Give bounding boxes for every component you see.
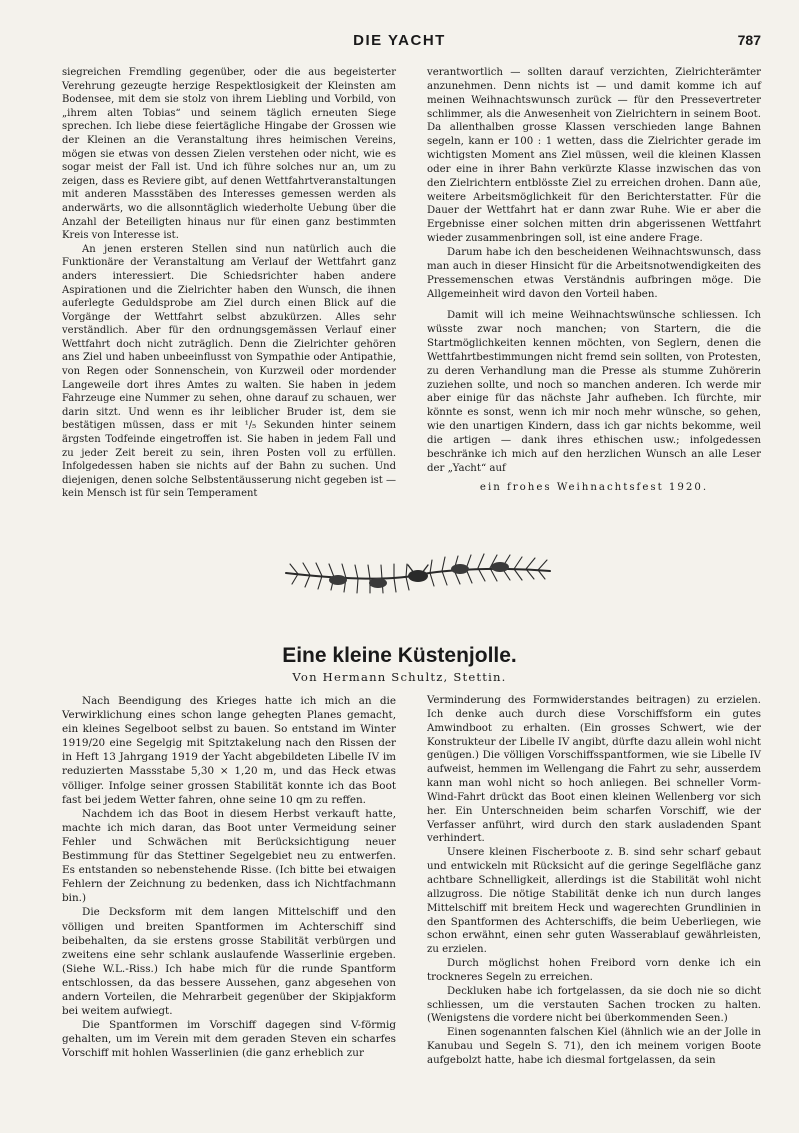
journal-title: DIE YACHT <box>353 32 446 49</box>
article-byline: Von Hermann Schultz, Stettin. <box>292 670 507 684</box>
paragraph: Damit will ich meine Weihnachtswünsche schliessen. Ich wüsste zwar noch manchen; von Startern, die die Startmöglichkeiten kennen möchten, von Seglern, denen die Wettfahrtbestimmungen nicht fremd sein sollten, von Protesten, zu deren Verhandlung man die Presse als stumme Zuhörerin zuziehen sollte, und noch so manchen anderen. Ich werde mir aber einige für das nächste Jahr aufheben. Ich fürchte, mir könnte es sonst, wenn ich mir noch mehr wünsche, so gehen, wie den unartigen Kindern, dass ich gar nichts bekomme, weil die artigen — dank ihres ethischen usw.; infolgedessen beschränke ich mich auf den herzlichen Wunsch an alle Leser der „Yacht“ auf <box>427 310 761 474</box>
paragraph: Nachdem ich das Boot in diesem Herbst verkauft hatte, machte ich mich daran, das Boot unter Vermeidung seiner Fehler und Schwächen mit Berücksichtigung neuer Bestimmung für das Stettiner Segelgebiet neu zu entwerfen. Es entstanden so nebenstehende Risse. (Ich bitte bei etwaigen Fehlern der Zeichnung zu bedenken, dass ich Nichtfachmann bin.) <box>62 807 396 905</box>
article-title: Eine kleine Küstenjolle. <box>282 644 517 667</box>
page-number: 787 <box>737 32 761 48</box>
top-right-column <box>427 66 761 495</box>
running-head <box>0 32 799 52</box>
paragraph: siegreichen Fremdling gegenüber, oder die aus begeisterter Verehrung gezeugte herzige Respektlosigkeit der Kleinsten am Bodensee, mit dem sie stolz von ihrem Liebling und Vorbild, von „ihrem alten Tobias“ und seinem täglich erneuten Siege sprechen. Ich liebe diese feiertägliche Hingabe der Grossen wie der Kleinen an die Veranstaltung ihres heimischen Vereins, mögen sie etwas von dessen Zielen verstehen oder nicht, wie es sogar meist der Fall ist. Und ich führe solches nur an, um zu zeigen, dass es Reviere gibt, auf denen Wettfahrtveranstaltungen mit anderen Massstäben des Interesses gemessen werden als anderwärts, wo die allsonntäglich wiederholte Uebung über die Anzahl der Beteiligten hinaus nur für einen ganz bestimmten Kreis von Interesse ist. <box>62 67 396 242</box>
paragraph: Nach Beendigung des Krieges hatte ich mich an die Verwirklichung eines schon lange gehegten Planes gemacht, ein kleines Segelboot selbst zu bauen. So entstand im Winter 1919/20 eine Segelgig mit Spitztakelung nach den Rissen der in Heft 13 Jahrgang 1919 der Yacht abgebildeten Libelle IV im reduzierten Massstabe 5,30 × 1,20 m, und das Heck etwas völliger. Infolge seiner grossen Stabilität konnte ich das Boot fast bei jedem Wetter fahren, ohne seine 10 qm zu reffen. <box>62 695 396 806</box>
paragraph: An jenen ersteren Stellen sind nun natürlich auch die Funktionäre der Veranstaltung am Verlauf der Wettfahrt ganz anders interessiert. Die Schiedsrichter haben andere Aspirationen und die Zielrichter haben den Wunsch, die ihnen auferlegte Geduldsprobe am Ziel durch einen Blick auf die Vorgänge der Wettfahrt selbst abzukürzen. Alles sehr verständlich. Aber für den ordnungsgemässen Verlauf einer Wettfahrt doch nicht zuträglich. Denn die Zielrichter gehören ans Ziel und haben unbeeinflusst von Sympathie oder Antipathie, von Regen oder Sonnenschein, von Kurzweil oder mordender Langeweile dort ihres Amtes zu walten. Sie haben in jedem Fahrzeuge eine Nummer zu sehen, ohne darauf zu schauen, wer darin sitzt. Und wenn es ihr leiblicher Bruder ist, dem sie bestätigen müssen, dass er mit ¹/₅ Sekunden hinter seinem ärgsten Todfeinde eingetroffen ist. Sie haben in jedem Fall und zu jeder Zeit bereit zu sein, ihren Posten voll zu erfüllen. Infolgedessen haben sie nichts auf der Bahn zu suchen. Und diejenigen, denen solche Selbstentäusserung nicht gegeben ist — kein Mensch ist für sein Temperament <box>62 243 396 500</box>
paragraph: Verminderung des Formwiderstandes beitragen) zu erzielen. Ich denke auch durch diese Vorschiffsform ein gutes Amwindboot zu erhalten. (Ein grosses Schwert, wie der Konstrukteur der Libelle IV angibt, dürfte dazu allein wohl nicht genügen.) Die völligen Vorschiffsspantformen, wie sie Libelle IV aufweist, hemmen im Wellengang die Fahrt zu sehr, ausserdem kann man wohl nicht so hoch anliegen. Bei schneller Vorm-Wind-Fahrt drückt das Boot einen kleinen Wellenberg vor sich her. Ein Unterschneiden beim scharfen Vorschiff, wie der Verfasser anführt, wird durch den stark ausladenden Spant verhindert. <box>427 695 761 845</box>
article-right-column <box>427 694 761 1068</box>
paragraph: Darum habe ich den bescheidenen Weihnachtswunsch, dass man auch in dieser Hinsicht für die Arbeitsnotwendigkeiten des Pressemenschen etwas Verständnis aufbringen möge. Die Allgemeinheit wird davon den Vorteil haben. <box>427 246 761 300</box>
paragraph: verantwortlich — sollten darauf verzichten, Zielrichterämter anzunehmen. Denn nichts ist — und damit komme ich auf meinen Weihnachtswunsch zurück — für den Pressevertreter schlimmer, als die Anwesenheit von Zielrichtern in seinem Boot. Da allenthalben grosse Klassen verschieden lange Bahnen segeln, kann er 100 : 1 wetten, dass die Zielrichter gerade im wichtigsten Moment ans Ziel müssen, weil die kleinen Klassen oder eine in ihrer Bahn verkürzte Klasse inzwischen das von den Zielrichtern entblösste Ziel zu erreichen drohen. Dann aüe, weitere Arbeitsmöglichkeit für den Berichterstatter. Für die Dauer der Wettfahrt hat er dann zwar Ruhe. Wie er aber die Ergebnisse einer solchen mitten drin abgerissenen Wettfahrt wieder zusammenbringen soll, ist eine andere Frage. <box>427 67 761 245</box>
paragraph: Die Decksform mit dem langen Mittelschiff und den völligen und breiten Spantformen im Achterschiff sind beibehalten, da sie erstens grosse Stabilität verbürgen und zweitens eine sehr schlank auslaufende Wasserlinie ergeben. (Siehe W.L.-Riss.) Ich habe mich für die runde Spantform entschlossen, da das bessere Aussehen, ganz abgesehen von andern Vorteilen, die Mehrarbeit gegenüber der Skipjakform bei weitem aufwiegt. <box>62 906 396 1018</box>
paragraph: Einen sogenannten falschen Kiel (ähnlich wie an der Jolle in Kanubau und Segeln S. 71), den ich meinem vorigen Boote aufgebolzt hatte, habe ich diesmal fortgelassen, da sein <box>427 1027 761 1066</box>
top-left-column <box>62 66 396 501</box>
paragraph: Unsere kleinen Fischerboote z. B. sind sehr scharf gebaut und entwickeln mit Rücksicht auf die geringe Segelfläche ganz achtbare Schnelligkeit, allerdings ist die Stabilität wohl nicht allzugross. Die nötige Stabilität denke ich nun durch langes Mittelschiff mit breitem Heck und wagerechten Grundlinien in den Spantformen des Achterschiffs, die beim Ueberliegen, wie schon erwähnt, einen sehr guten Wasserablauf gewährleisten, zu erzielen. <box>427 847 761 956</box>
article-left-column <box>62 694 396 1060</box>
paragraph: Deckluken habe ich fortgelassen, da sie doch nie so dicht schliessen, um die verstauten Sachen trocken zu halten. (Wenigstens die vordere nicht bei überkommenden Seen.) <box>427 985 761 1025</box>
pine-branch-icon <box>278 545 558 603</box>
paragraph: Durch möglichst hohen Freibord vorn denke ich ein trockneres Segeln zu erreichen. <box>427 958 761 983</box>
christmas-greeting: ein frohes Weihnachtsfest 1920. <box>479 482 709 494</box>
paragraph: Die Spantformen im Vorschiff dagegen sind V-förmig gehalten, um im Verein mit dem geraden Steven ein scharfes Vorschiff mit hohlen Wasserlinien (die ganz erheblich zur <box>62 1019 396 1060</box>
